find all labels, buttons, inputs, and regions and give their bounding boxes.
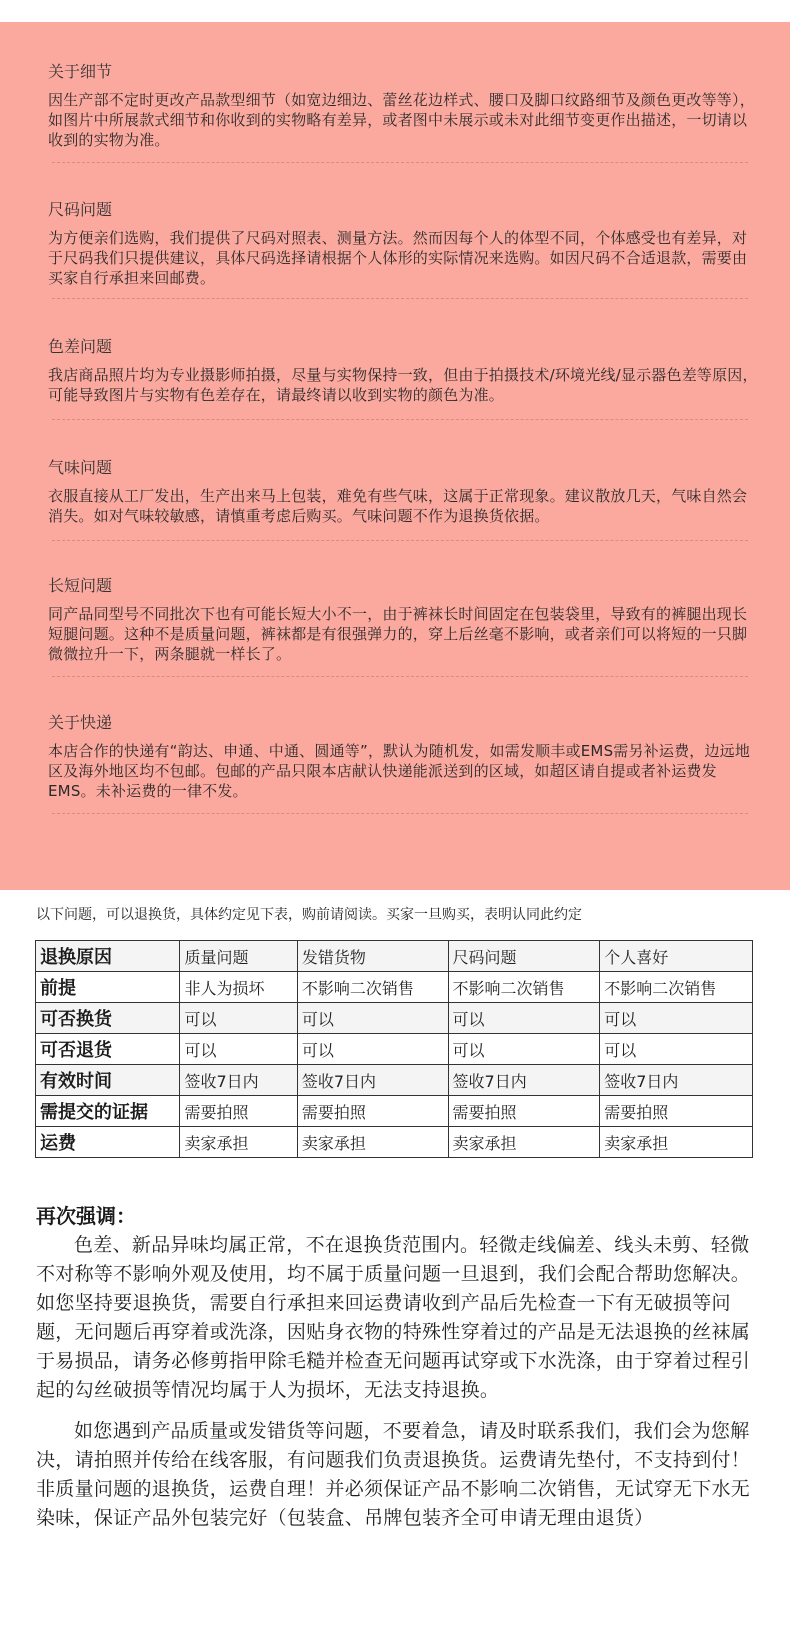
section-divider [52, 419, 748, 420]
section-odor [48, 458, 758, 526]
table-cell: 签收7日内 [448, 1065, 600, 1096]
table-row [36, 1096, 753, 1127]
section-divider [52, 162, 748, 163]
table-cell: 质量问题 [180, 941, 297, 972]
table-cell: 不影响二次销售 [297, 972, 448, 1003]
table-cell: 签收7日内 [297, 1065, 448, 1096]
row-header: 需提交的证据 [36, 1096, 180, 1127]
table-cell: 尺码问题 [448, 941, 600, 972]
table-cell: 卖家承担 [297, 1127, 448, 1158]
table-cell: 卖家承担 [448, 1127, 600, 1158]
section-body: 衣服直接从工厂发出，生产出来马上包装，难免有些气味，这属于正常现象。建议散放几天，气味自然会消失。如对气味较敏感，请慎重考虑后购买。气味问题不作为退换货依据。 [48, 487, 748, 525]
table-row [36, 1034, 753, 1065]
table-cell: 可以 [297, 1034, 448, 1065]
table-cell: 可以 [600, 1034, 753, 1065]
section-body: 因生产部不定时更改产品款型细节（如宽边细边、蕾丝花边样式、腰口及脚口纹路细节及颜色更改等等），如图片中所展款式细节和你收到的实物略有差异，或者图中未展示或未对此细节变更作出描述，一切请以收到的实物为准。 [48, 91, 755, 149]
table-row [36, 1065, 753, 1096]
table-cell: 卖家承担 [600, 1127, 753, 1158]
emphasis-paragraph: 色差、新品异味均属正常，不在退换货范围内。轻微走线偏差、线头未剪、轻微不对称等不影响外观及使用，均不属于质量问题一旦退到，我们会配合帮助您解决。如您坚持要退换货，需要自行承担来回运费请收到产品后先检查一下有无破损等问题，无问题后再穿着或洗涤，因贴身衣物的特殊性穿着过的产品是无法退换的丝袜属于易损品，请务必修剪指甲除毛糙并检查无问题再试穿或下水洗涤，由于穿着过程引起的勾丝破损等情况均属于人为损坏，无法支持退换。 [36, 1234, 751, 1401]
table-row [36, 1127, 753, 1158]
section-title: 关于细节 [48, 62, 113, 81]
section-body: 本店合作的快递有“韵达、申通、中通、圆通等”，默认为随机发，如需发顺丰或EMS需另补运费，边远地区及海外地区均不包邮。包邮的产品只限本店献认快递能派送到的区域，如超区请自提或者补运费发EMS。未补运费的一律不发。 [48, 742, 751, 800]
row-header: 运费 [36, 1127, 180, 1158]
table-cell: 可以 [180, 1034, 297, 1065]
section-title: 色差问题 [48, 337, 113, 356]
section-divider [52, 813, 748, 814]
section-title: 长短问题 [48, 576, 113, 595]
emphasis-title: 再次强调： [36, 1204, 136, 1228]
table-cell: 不影响二次销售 [448, 972, 600, 1003]
return-policy-notice: 以下问题，可以退换货，具体约定见下表，购前请阅读。买家一旦购买，表明认同此约定 [36, 907, 582, 923]
table-cell: 可以 [600, 1003, 753, 1034]
section-body: 我店商品照片均为专业摄影师拍摄，尽量与实物保持一致，但由于拍摄技术/环境光线/显示器色差等原因，可能导致图片与实物有色差存在，请最终请以收到实物的颜色为准。 [48, 366, 758, 404]
row-header: 有效时间 [36, 1065, 180, 1096]
table-cell: 签收7日内 [180, 1065, 297, 1096]
section-title: 关于快递 [48, 713, 113, 732]
section-length [48, 576, 758, 664]
section-body: 为方便亲们选购，我们提供了尺码对照表、测量方法。然而因每个人的体型不同，个体感受也有差异，对于尺码我们只提供建议，具体尺码选择请根据个人体形的实际情况来选购。如因尺码不合适退款，需要由买家自行承担来回邮费。 [48, 229, 748, 287]
table-cell: 需要拍照 [448, 1096, 600, 1127]
section-divider [52, 676, 748, 677]
table-cell: 可以 [297, 1003, 448, 1034]
table-cell: 需要拍照 [600, 1096, 753, 1127]
table-cell: 需要拍照 [297, 1096, 448, 1127]
table-cell: 签收7日内 [600, 1065, 753, 1096]
table-cell: 卖家承担 [180, 1127, 297, 1158]
section-title: 尺码问题 [48, 200, 113, 219]
section-details [48, 62, 758, 150]
section-body: 同产品同型号不同批次下也有可能长短大小不一，由于裤袜长时间固定在包装袋里，导致有的裤腿出现长短腿问题。这种不是质量问题，裤袜都是有很强弹力的，穿上后丝毫不影响，或者亲们可以将短的一只脚微微拉升一下，两条腿就一样长了。 [48, 605, 748, 663]
table-cell: 可以 [448, 1003, 600, 1034]
table-cell: 需要拍照 [180, 1096, 297, 1127]
table-cell: 个人喜好 [600, 941, 753, 972]
row-header: 可否退货 [36, 1034, 180, 1065]
table-cell: 可以 [180, 1003, 297, 1034]
table-cell: 不影响二次销售 [600, 972, 753, 1003]
section-divider [52, 540, 748, 541]
table-row [36, 1003, 753, 1034]
section-delivery [48, 713, 758, 801]
row-header: 可否换货 [36, 1003, 180, 1034]
row-header: 退换原因 [36, 941, 180, 972]
table-cell: 非人为损坏 [180, 972, 297, 1003]
table-cell: 可以 [448, 1034, 600, 1065]
section-color [48, 337, 758, 405]
section-title: 气味问题 [48, 458, 113, 477]
section-divider [52, 298, 748, 299]
table-row [36, 941, 753, 972]
table-row [36, 972, 753, 1003]
section-size [48, 200, 758, 288]
row-header: 前提 [36, 972, 180, 1003]
table-cell: 发错货物 [297, 941, 448, 972]
emphasis-paragraph: 如您遇到产品质量或发错货等问题，不要着急，请及时联系我们，我们会为您解决，请拍照并传给在线客服，有问题我们负责退换货。运费请先垫付，不支持到付！非质量问题的退换货，运费自理！并必须保证产品不影响二次销售，无试穿无下水无染味，保证产品外包装完好（包装盒、吊牌包装齐全可申请无理由退货） [36, 1420, 751, 1529]
return-policy-table [35, 940, 753, 1158]
